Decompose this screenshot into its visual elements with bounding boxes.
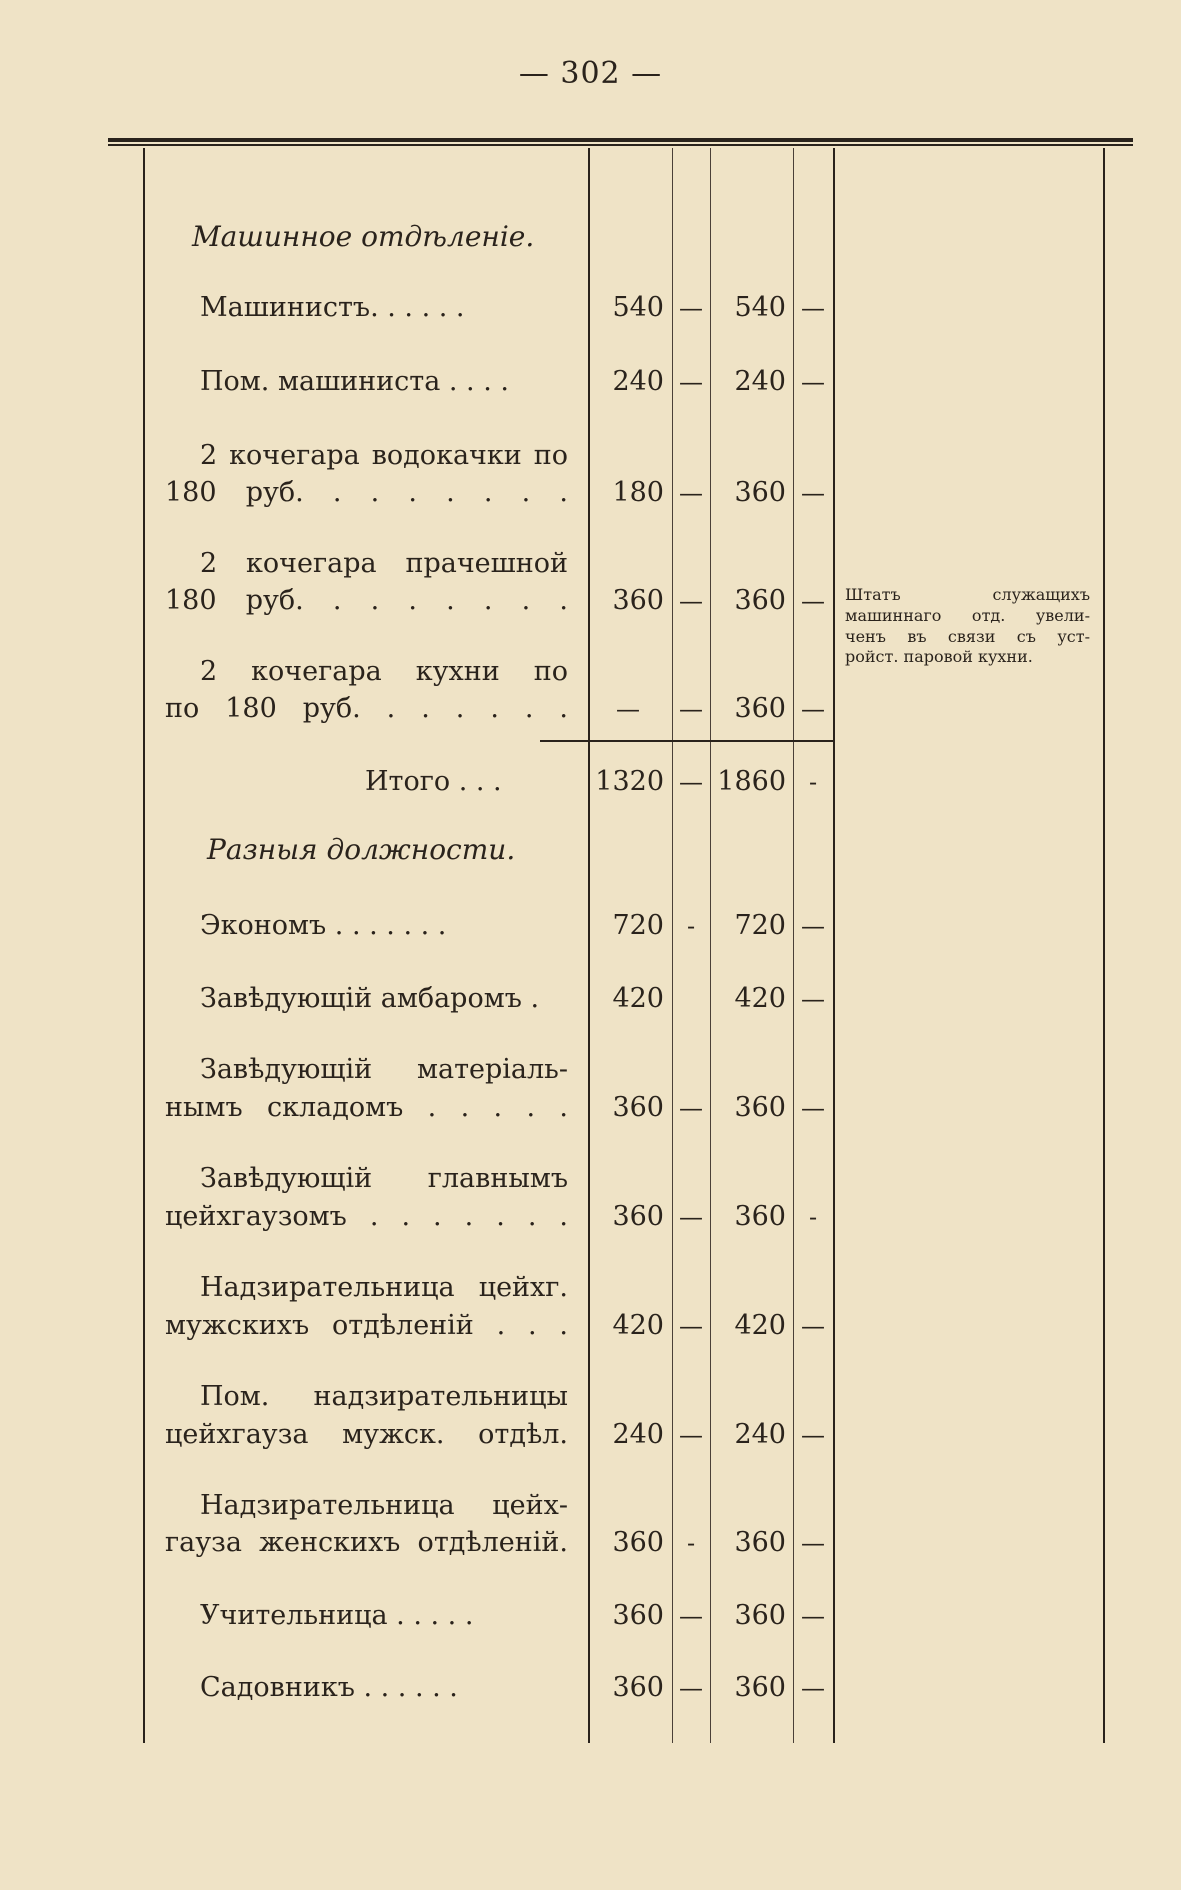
cell-dash: — [679, 294, 703, 322]
row-label: Надзирательница цейх- [200, 1490, 568, 1521]
cell-dash: — [679, 1602, 703, 1630]
cell-value: 360 [734, 477, 786, 508]
cell-dash: — [801, 1674, 825, 1702]
cell-dash: - [686, 912, 696, 940]
note-line: машиннаго отд. увели- [845, 605, 1090, 625]
row-label: гауза женскихъ отдѣленій. [165, 1527, 568, 1558]
cell-value: 540 [734, 292, 786, 323]
row-label: Завѣдующій амбаромъ . [200, 983, 540, 1014]
cell-value: 360 [734, 693, 786, 724]
column-divider-1 [588, 148, 590, 1743]
cell-value: 240 [612, 1419, 664, 1450]
cell-value: 240 [734, 366, 786, 397]
cell-dash: — [801, 985, 825, 1013]
cell-value: 420 [734, 1310, 786, 1341]
note-line: ченъ въ связи съ уст- [845, 626, 1090, 646]
cell-value: 360 [612, 1672, 664, 1703]
row-label: 180 руб. . . . . . . . [165, 585, 568, 616]
row-label: Пом. надзирательницы [200, 1381, 568, 1412]
cell-value: 720 [734, 910, 786, 941]
cell-dash: — [801, 695, 825, 723]
page-number: — 302 — [518, 56, 663, 91]
section-heading-machine: Машинное отдѣленіе. [192, 220, 535, 253]
column-divider-3 [710, 148, 711, 1743]
row-label: 180 руб. . . . . . . . [165, 477, 568, 508]
row-label: нымъ складомъ . . . . . [165, 1092, 568, 1123]
row-label: 2 кочегара кухни по [200, 656, 568, 687]
cell-value: 360 [734, 1672, 786, 1703]
row-label: Завѣдующій главнымъ [200, 1163, 568, 1194]
table-top-rule [108, 138, 1133, 142]
cell-dash: — [679, 368, 703, 396]
cell-dash: — [801, 368, 825, 396]
row-label: Завѣдующій матеріаль- [200, 1054, 568, 1085]
remarks-note [845, 585, 1090, 668]
cell-dash: — [801, 294, 825, 322]
table-right-border [1103, 148, 1105, 1743]
cell-dash: — [801, 1421, 825, 1449]
row-label: Садовникъ . . . . . . [200, 1672, 458, 1703]
row-label: Учительница . . . . . [200, 1600, 474, 1631]
row-label: Надзирательница цейхг. [200, 1272, 568, 1303]
cell-dash: — [679, 1421, 703, 1449]
cell-dash: — [679, 587, 703, 615]
row-label: по 180 руб. . . . . . . [165, 693, 568, 724]
cell-value: 180 [612, 477, 664, 508]
cell-dash: — [679, 695, 703, 723]
cell-value: 720 [612, 910, 664, 941]
note-line: Штатъ служащихъ [845, 585, 1090, 604]
cell-value: 240 [734, 1419, 786, 1450]
cell-dash: — [801, 479, 825, 507]
total-value: 1320 [595, 766, 664, 797]
row-label: цейхгаузомъ . . . . . . . [165, 1201, 568, 1232]
cell-value: 360 [734, 1201, 786, 1232]
cell-dash: — [801, 912, 825, 940]
table-left-border [143, 148, 145, 1743]
note-line: ройст. паровой кухни. [845, 647, 1033, 667]
cell-value: 240 [612, 366, 664, 397]
cell-value: 540 [612, 292, 664, 323]
cell-dash: — [801, 1529, 825, 1557]
cell-dash: — [679, 768, 703, 796]
cell-dash: — [679, 1203, 703, 1231]
cell-value: 360 [612, 585, 664, 616]
row-label: мужскихъ отдѣленій . . . [165, 1310, 568, 1341]
cell-dash: — [679, 479, 703, 507]
cell-dash: — [801, 587, 825, 615]
cell-value: 360 [734, 585, 786, 616]
row-label: Машинистъ. . . . . . [200, 292, 465, 323]
cell-dash: — [801, 1094, 825, 1122]
row-label: 2 кочегара водокачки по [200, 440, 568, 471]
cell-value: 360 [612, 1092, 664, 1123]
total-rule [540, 740, 833, 742]
cell-dash: — [616, 695, 640, 723]
cell-dash: - [808, 1203, 818, 1231]
cell-value: 420 [612, 983, 664, 1014]
row-label: Экономъ . . . . . . . [200, 910, 447, 941]
cell-dash: — [801, 1602, 825, 1630]
cell-value: 360 [612, 1201, 664, 1232]
cell-value: 360 [734, 1600, 786, 1631]
cell-dash: — [679, 1312, 703, 1340]
row-label-total: Итого . . . [365, 766, 502, 797]
total-value: 1860 [717, 766, 786, 797]
cell-dash: - [808, 768, 818, 796]
row-label: 2 кочегара прачешной [200, 548, 568, 579]
cell-value: 420 [734, 983, 786, 1014]
cell-dash: - [686, 1529, 696, 1557]
cell-value: 360 [734, 1092, 786, 1123]
column-divider-5 [833, 148, 835, 1743]
cell-value: 360 [612, 1600, 664, 1631]
section-heading-misc: Разныя должности. [207, 833, 516, 866]
cell-dash: — [679, 1094, 703, 1122]
cell-value: 360 [612, 1527, 664, 1558]
cell-dash: — [801, 1312, 825, 1340]
row-label: Пом. машиниста . . . . [200, 366, 509, 397]
row-label: цейхгауза мужск. отдѣл. [165, 1419, 568, 1450]
table-top-rule-secondary [108, 144, 1133, 146]
cell-value: 360 [734, 1527, 786, 1558]
cell-dash: — [679, 1674, 703, 1702]
cell-value: 420 [612, 1310, 664, 1341]
